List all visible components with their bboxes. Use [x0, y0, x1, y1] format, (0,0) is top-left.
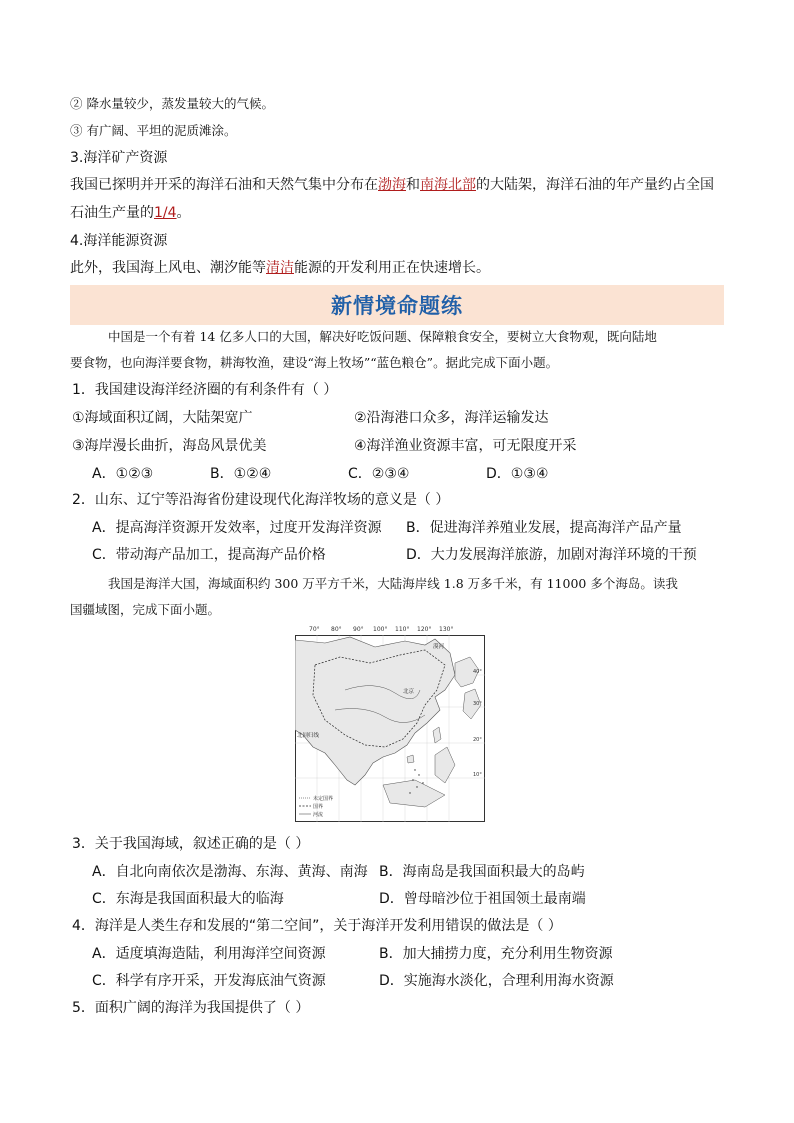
highlight-clean: 清洁 [266, 260, 294, 276]
mineral-paragraph-line2 [70, 203, 191, 223]
question-4-option-a[interactable]: A．适度填海造陆，利用海洋空间资源 [92, 946, 326, 962]
highlight-fraction: 1/4 [154, 205, 177, 221]
question-1-statement-2: ②沿海港口众多，海洋运输发达 [354, 410, 549, 426]
question-1-statement-1: ①海域面积辽阔，大陆架宽广 [72, 410, 253, 426]
passage1-line1: 中国是一个有着 14 亿多人口的大国，解决好吃饭问题、保障粮食安全，要树立大食物观，既向陆地 [108, 329, 657, 344]
question-4-option-b[interactable]: B．加大捕捞力度，充分利用生物资源 [379, 946, 613, 962]
mineral-text: 。 [176, 205, 191, 221]
legend-river: 河流 [313, 812, 324, 818]
question-2-option-d[interactable]: D．大力发展海洋旅游，加剧对海洋环境的干预 [406, 547, 697, 563]
legend-national-border: 国界 [313, 804, 324, 810]
question-5-stem: 5．面积广阔的海洋为我国提供了（ ） [72, 1000, 310, 1016]
lat-label: 40° [473, 669, 482, 675]
mineral-heading: 3.海洋矿产资源 [70, 150, 168, 166]
energy-text: 能源的开发利用正在快速增长。 [294, 260, 490, 276]
lon-label: 130° [439, 626, 454, 633]
intro-item-3: ③ 有广阔、平坦的泥质滩涂。 [70, 123, 237, 138]
passage1-line2: 要食物，也向海洋要食物，耕海牧渔，建设“海上牧场”“蓝色粮仓”。据此完成下面小题。 [70, 355, 559, 370]
question-2-stem: 2．山东、辽宁等沿海省份建设现代化海洋牧场的意义是（ ） [72, 492, 450, 508]
lat-label: 30° [473, 701, 482, 707]
question-2-option-c[interactable]: C．带动海产品加工，提高海产品价格 [92, 547, 326, 563]
china-territory-map [295, 635, 485, 822]
section-banner [70, 285, 724, 325]
lon-label: 70° [309, 626, 320, 633]
question-4-option-c[interactable]: C．科学有序开采，开发海底油气资源 [92, 973, 326, 989]
map-label-mohe: 漠河 [433, 644, 445, 650]
question-4-stem: 4．海洋是人类生存和发展的“第二空间”，关于海洋开发利用错误的做法是（ ） [72, 918, 562, 934]
lon-label: 110° [395, 626, 410, 633]
lat-label: 20° [473, 737, 482, 743]
energy-heading: 4.海洋能源资源 [70, 233, 168, 249]
question-3-option-a[interactable]: A．自北向南依次是渤海、东海、黄海、南海 [92, 864, 368, 880]
mineral-text: 和 [406, 177, 420, 193]
lat-label: 10° [473, 772, 482, 778]
question-1-option-d[interactable]: D．①③④ [486, 466, 549, 482]
lon-label: 90° [353, 626, 364, 633]
section-title: 新情境命题练 [331, 294, 463, 318]
mineral-text: 的大陆架，海洋石油的年产量约占全国 [476, 177, 714, 193]
lon-label: 120° [417, 626, 432, 633]
map-label-tropic: 北回归线 [297, 733, 320, 739]
legend-undetermined-border: 未定国界 [313, 796, 334, 802]
question-1-stem: 1．我国建设海洋经济圈的有利条件有（ ） [72, 382, 338, 398]
lon-label: 80° [331, 626, 342, 633]
question-1-option-a[interactable]: A．①②③ [92, 466, 154, 482]
question-1-option-c[interactable]: C．②③④ [348, 466, 410, 482]
question-4-option-d[interactable]: D．实施海水淡化，合理利用海水资源 [379, 973, 614, 989]
question-1-option-b[interactable]: B．①②④ [210, 466, 272, 482]
question-2-option-b[interactable]: B．促进海洋养殖业发展，提高海洋产品产量 [406, 520, 682, 536]
mineral-text: 石油生产量的 [70, 205, 154, 221]
highlight-bohai: 渤海 [378, 177, 406, 193]
map-label-beijing: 北京 [403, 689, 415, 695]
question-3-option-c[interactable]: C．东海是我国面积最大的临海 [92, 891, 284, 907]
intro-item-2: ② 降水量较少，蒸发量较大的气候。 [70, 96, 274, 111]
passage2-line2: 国疆域图，完成下面小题。 [70, 602, 221, 617]
question-3-stem: 3．关于我国海域，叙述正确的是（ ） [72, 836, 310, 852]
question-3-option-d[interactable]: D．曾母暗沙位于祖国领土最南端 [379, 891, 586, 907]
question-1-statement-4: ④海洋渔业资源丰富，可无限度开采 [354, 438, 577, 454]
energy-paragraph [70, 258, 490, 278]
mineral-paragraph-line1 [70, 175, 714, 195]
mineral-text: 我国已探明并开采的海洋石油和天然气集中分布在 [70, 177, 378, 193]
lon-label: 100° [373, 626, 388, 633]
energy-text: 此外，我国海上风电、潮汐能等 [70, 260, 266, 276]
map-lon-labels [295, 626, 485, 635]
question-3-option-b[interactable]: B．海南岛是我国面积最大的岛屿 [379, 864, 585, 880]
question-1-statement-3: ③海岸漫长曲折，海岛风景优美 [72, 438, 267, 454]
highlight-nanhai-north: 南海北部 [420, 177, 476, 193]
passage2-line1: 我国是海洋大国，海域面积约 300 万平方千米，大陆海岸线 1.8 万多千米，有 11000 多个海岛。读我 [108, 576, 678, 591]
question-2-option-a[interactable]: A．提高海洋资源开发效率，过度开发海洋资源 [92, 520, 382, 536]
